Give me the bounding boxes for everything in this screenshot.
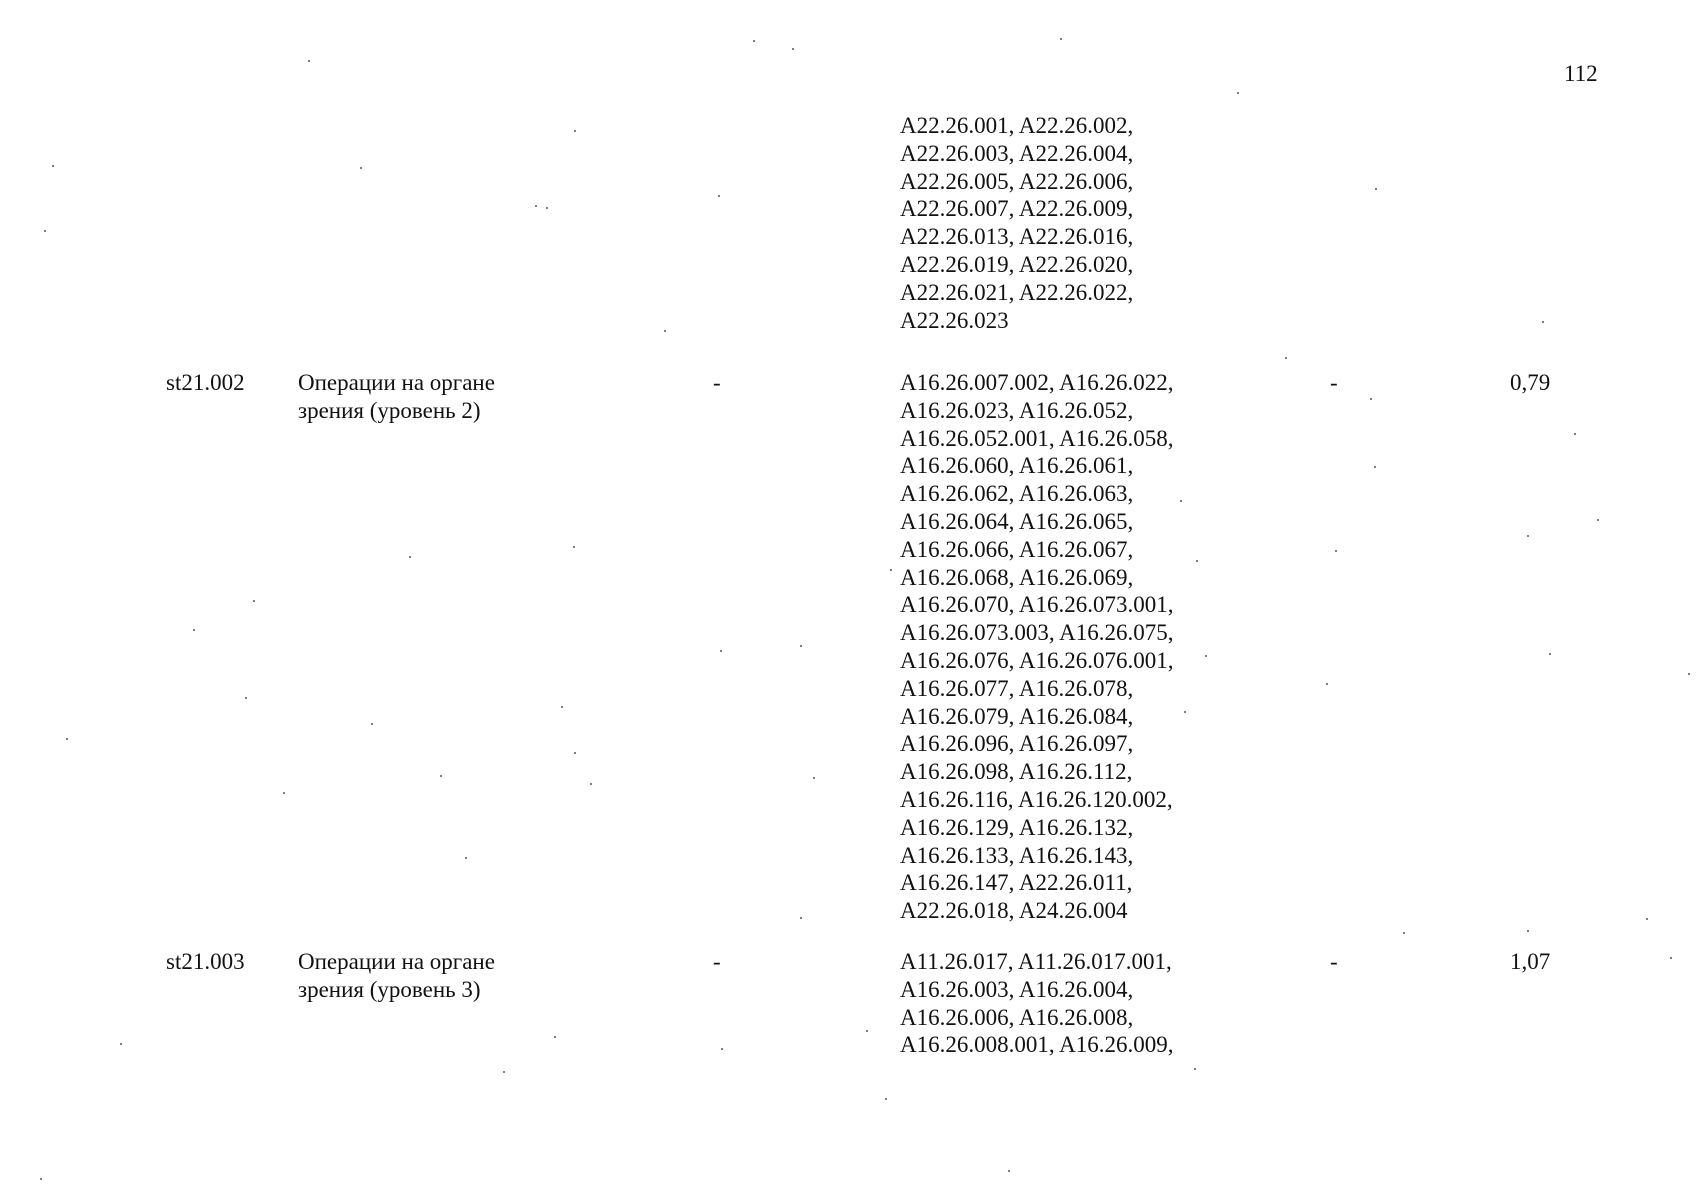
row-code: st21.003	[166, 949, 245, 974]
scan-speck	[1180, 500, 1182, 502]
scan-speck	[1670, 957, 1672, 959]
scan-speck	[890, 569, 892, 571]
code-line: A16.26.077, A16.26.078,	[900, 675, 1134, 701]
code-line: A22.26.021, A22.26.022,	[900, 279, 1134, 305]
scan-speck	[66, 738, 68, 740]
scan-speck	[1542, 321, 1544, 323]
scan-speck	[1527, 930, 1529, 932]
row-col5: -	[1330, 370, 1338, 395]
code-line: A22.26.023	[900, 307, 1009, 333]
code-line: A16.26.073.003, A16.26.075,	[900, 620, 1174, 646]
scan-speck	[1237, 92, 1239, 94]
row-name-line: зрения (уровень 2)	[298, 397, 481, 423]
code-line: A16.26.062, A16.26.063,	[900, 481, 1134, 507]
code-line: A16.26.052.001, A16.26.058,	[900, 425, 1174, 451]
row-name	[298, 369, 495, 425]
scan-speck	[503, 1071, 505, 1073]
scan-speck	[664, 330, 666, 332]
row-name-line: зрения (уровень 3)	[298, 976, 481, 1002]
scan-speck	[866, 1030, 868, 1032]
scan-speck	[885, 1098, 887, 1100]
scan-speck	[1375, 188, 1377, 190]
scan-speck	[193, 629, 195, 631]
code-line: A22.26.005, A22.26.006,	[900, 168, 1134, 194]
scan-speck	[574, 130, 576, 132]
scan-speck	[718, 195, 720, 197]
scan-speck	[1574, 433, 1576, 435]
code-line: A11.26.017, A11.26.017.001,	[900, 949, 1172, 974]
code-line: A16.26.064, A16.26.065,	[900, 508, 1134, 534]
scan-speck	[1403, 932, 1405, 934]
scan-speck	[574, 752, 576, 754]
page-number: 112	[1564, 61, 1598, 86]
row-code: st21.002	[166, 370, 245, 395]
scan-speck	[1194, 1068, 1196, 1070]
scan-speck	[1646, 918, 1648, 920]
code-line: A16.26.060, A16.26.061,	[900, 453, 1134, 479]
scan-speck	[1196, 560, 1198, 562]
code-line: A16.26.007.002, A16.26.022,	[900, 370, 1174, 395]
code-line: A16.26.079, A16.26.084,	[900, 703, 1134, 729]
scan-speck	[465, 857, 467, 859]
code-line: A16.26.006, A16.26.008,	[900, 1004, 1134, 1030]
row-col5: -	[1330, 949, 1338, 974]
code-line: A22.26.001, A22.26.002,	[900, 113, 1134, 138]
scan-speck	[44, 230, 46, 232]
scan-speck	[1184, 711, 1186, 713]
scan-speck	[792, 48, 794, 50]
scan-speck	[813, 777, 815, 779]
scan-speck	[1008, 1170, 1010, 1172]
code-line: A16.26.003, A16.26.004,	[900, 976, 1134, 1002]
code-line: A22.26.018, A24.26.004	[900, 898, 1128, 924]
scan-speck	[120, 1043, 122, 1045]
scan-speck	[245, 697, 247, 699]
code-line: A22.26.007, A22.26.009,	[900, 196, 1134, 222]
scan-speck	[440, 775, 442, 777]
scan-speck	[1597, 519, 1599, 521]
code-line: A16.26.023, A16.26.052,	[900, 397, 1134, 423]
scan-speck	[546, 207, 548, 209]
scan-speck	[800, 645, 802, 647]
row-name-line: Операции на органе	[298, 949, 495, 974]
scan-speck	[561, 706, 563, 708]
scan-speck	[721, 1048, 723, 1050]
scan-speck	[720, 650, 722, 652]
scan-speck	[535, 205, 537, 207]
scan-speck	[40, 1178, 42, 1180]
scan-speck	[573, 546, 575, 548]
scan-speck	[1326, 683, 1328, 685]
scan-speck	[253, 600, 255, 602]
row-codes-cell	[900, 948, 1173, 1059]
scan-speck	[360, 167, 362, 169]
code-line: A22.26.019, A22.26.020,	[900, 251, 1134, 277]
continuation-codes-cell	[900, 112, 1133, 334]
scan-speck	[1335, 550, 1337, 552]
code-line: A16.26.008.001, A16.26.009,	[900, 1032, 1174, 1058]
code-line: A22.26.013, A22.26.016,	[900, 224, 1134, 250]
scan-speck	[554, 1036, 556, 1038]
scan-speck	[1527, 535, 1529, 537]
code-line: A16.26.147, A22.26.011,	[900, 870, 1133, 896]
code-line: A16.26.066, A16.26.067,	[900, 536, 1134, 562]
row-codes-cell	[900, 369, 1173, 925]
code-line: A16.26.133, A16.26.143,	[900, 842, 1134, 868]
scan-speck	[1205, 655, 1207, 657]
scan-speck	[1370, 398, 1372, 400]
scan-speck	[1549, 653, 1551, 655]
code-line: A16.26.096, A16.26.097,	[900, 731, 1134, 757]
code-line: A16.26.098, A16.26.112,	[900, 759, 1133, 785]
scan-speck	[800, 917, 802, 919]
scan-speck	[283, 792, 285, 794]
row-name	[298, 948, 495, 1004]
row-coefficient: 0,79	[1510, 370, 1551, 395]
row-coefficient: 1,07	[1510, 949, 1551, 974]
scan-speck	[371, 723, 373, 725]
row-name-line: Операции на органе	[298, 370, 495, 395]
scan-speck	[52, 165, 54, 167]
code-line: A16.26.070, A16.26.073.001,	[900, 592, 1174, 618]
code-line: A16.26.076, A16.26.076.001,	[900, 647, 1174, 673]
code-line: A16.26.068, A16.26.069,	[900, 564, 1134, 590]
scan-speck	[1374, 466, 1376, 468]
code-line: A16.26.129, A16.26.132,	[900, 814, 1134, 840]
code-line: A22.26.003, A22.26.004,	[900, 140, 1134, 166]
scan-speck	[1060, 38, 1062, 40]
scan-speck	[308, 60, 310, 62]
code-line: A16.26.116, A16.26.120.002,	[900, 786, 1173, 812]
scan-speck	[1688, 673, 1690, 675]
row-col3: -	[713, 949, 721, 974]
scan-speck	[409, 556, 411, 558]
scan-speck	[753, 40, 755, 42]
row-col3: -	[713, 370, 721, 395]
scan-speck	[1285, 357, 1287, 359]
scan-speck	[590, 783, 592, 785]
